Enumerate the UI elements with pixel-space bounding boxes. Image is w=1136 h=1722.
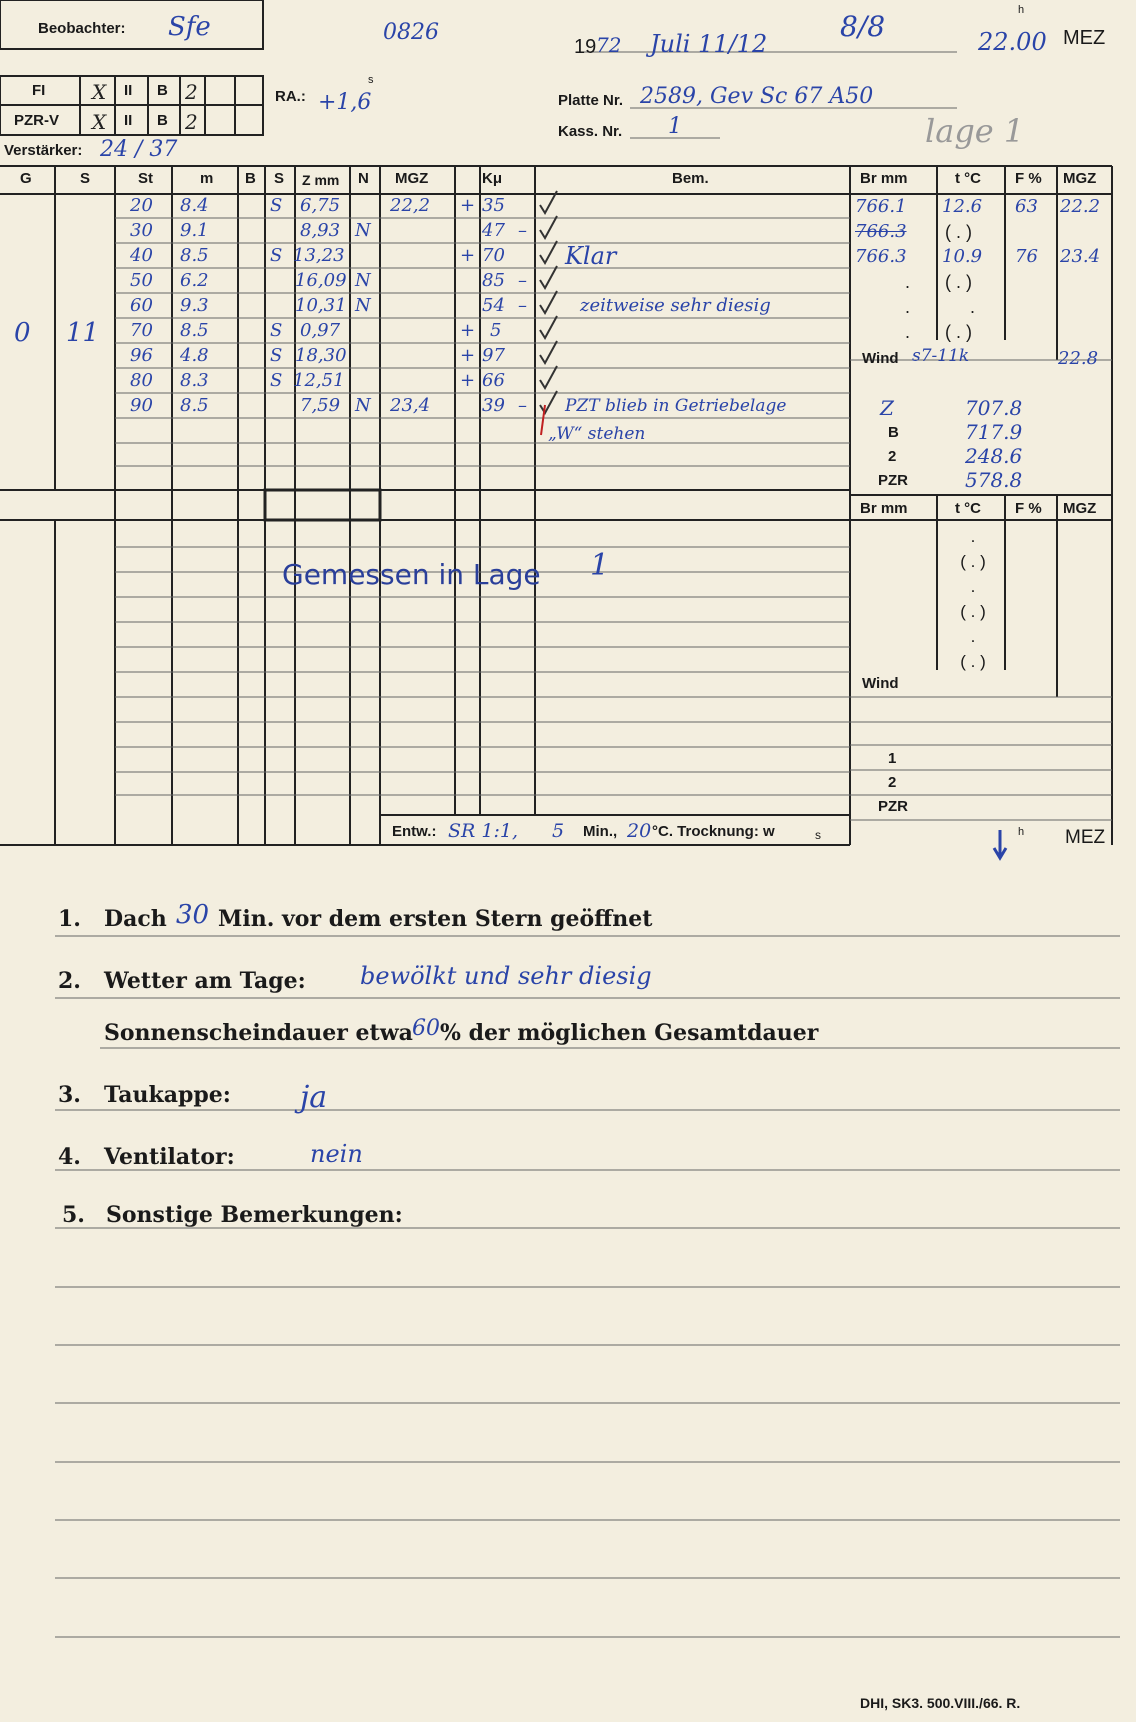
rb-t-cell: . <box>970 577 976 596</box>
rt-wind-mgz: 22.8 <box>1058 348 1099 369</box>
rt-br: 766.3 <box>855 246 907 267</box>
cell-k: 70 <box>482 245 505 266</box>
kass-value: 1 <box>668 114 682 139</box>
date-value: Juli 11/12 <box>650 30 768 58</box>
rt-b-label: B <box>888 424 899 441</box>
rt-f: 76 <box>1015 246 1038 267</box>
verstaerker-value: 24 / 37 <box>100 137 178 162</box>
cell-s: S <box>270 195 283 216</box>
year-prefix: 19 <box>574 36 597 58</box>
cell-st: 96 <box>130 345 153 366</box>
rb-header-br: Br mm <box>860 500 908 517</box>
rt-row <box>850 321 1112 345</box>
q4-value: nein <box>310 1140 363 1168</box>
bem-extra: „W“ stehen <box>548 424 646 444</box>
cell-s: S <box>270 245 283 266</box>
rt-z-label: Z <box>880 396 894 420</box>
cell-k: 54 <box>482 295 505 316</box>
col-header-g: G <box>20 170 32 187</box>
rt-header-f: F % <box>1015 170 1042 187</box>
mez-label: MEZ <box>1063 27 1106 49</box>
stamp-value: 1 <box>590 548 610 583</box>
fi-2: 2 <box>185 80 198 104</box>
cell-sign: + <box>460 195 476 216</box>
cell-n: N <box>355 395 371 416</box>
rt-z-value: 707.8 <box>965 396 1023 420</box>
rt-row <box>850 196 1112 220</box>
rt-mgz: 22.2 <box>1060 196 1101 217</box>
col-header-mgz: MGZ <box>395 170 429 187</box>
cell-dash: – <box>518 395 527 416</box>
rt-pzr-value: 578.8 <box>965 468 1023 492</box>
cell-m: 8.5 <box>180 320 209 341</box>
rt-f: 63 <box>1015 196 1038 217</box>
cell-z: 13,23 <box>293 245 345 266</box>
rt-br: 766.3 <box>855 221 907 242</box>
plate-number: 0826 <box>383 20 439 45</box>
s-value: 11 <box>66 318 100 348</box>
rb-t-cell: ( . ) <box>960 652 986 671</box>
rb-pzr-label: PZR <box>878 798 908 815</box>
rt-wind-label: Wind <box>862 350 899 367</box>
col-header-st: St <box>138 170 153 187</box>
q1-num: 1. <box>58 906 81 932</box>
cell-bem: zeitweise sehr diesig <box>580 295 771 316</box>
time-unit: h <box>1018 4 1025 16</box>
cell-k: 39 <box>482 395 505 416</box>
entw-min-label: Min., <box>583 823 618 840</box>
rt-t: 12.6 <box>942 196 983 217</box>
table-row <box>0 220 850 244</box>
table-row <box>0 270 850 294</box>
q5-text-a: Sonstige Bemerkungen: <box>106 1202 403 1228</box>
cell-m: 6.2 <box>180 270 209 291</box>
cell-s: S <box>270 320 283 341</box>
rb-h: h <box>1018 826 1025 838</box>
q2b-value: 60 <box>412 1016 440 1041</box>
cell-bem: PZT blieb in Getriebelage <box>565 396 787 416</box>
cell-sign: + <box>460 370 476 391</box>
lage-note: lage 1 <box>925 112 1025 150</box>
rt-row <box>850 221 1112 245</box>
platte-value: 2589, Gev Sc 67 A50 <box>640 84 874 109</box>
rt-wind-value: s7-11k <box>912 346 970 366</box>
ra-value: +1,6 <box>318 90 372 115</box>
rb-t-cell: . <box>970 527 976 546</box>
rt-two-value: 248.6 <box>965 444 1023 468</box>
q1-text-a: Dach <box>104 906 167 932</box>
rt-header-t: t °C <box>955 170 981 187</box>
cell-z: 0,97 <box>300 320 341 341</box>
rb-t-cell: ( . ) <box>960 602 986 621</box>
rt-row <box>850 246 1112 270</box>
col-header-zmm: Z mm <box>302 172 340 188</box>
beobachter-value: Sfe <box>168 12 211 42</box>
entw-temp-value: 20 <box>627 820 652 842</box>
q2b-text-b: % der möglichen Gesamtdauer <box>440 1020 819 1046</box>
pzr-label: PZR-V <box>14 112 59 129</box>
entw-temp-label: °C. Trocknung: w <box>652 823 775 840</box>
beobachter-label: Beobachter: <box>38 20 126 37</box>
cell-dash: – <box>518 295 527 316</box>
rt-t: . <box>970 297 976 317</box>
rb-two-label: 2 <box>888 774 897 791</box>
col-header-kmu: Kμ <box>482 170 503 187</box>
fi-ii: II <box>124 82 133 99</box>
cell-sign: + <box>460 320 476 341</box>
cell-st: 50 <box>130 270 153 291</box>
cell-n: N <box>355 295 371 316</box>
cell-st: 40 <box>130 245 153 266</box>
form-footer: DHI, SK3. 500.VIII./66. R. <box>860 1695 1021 1711</box>
pzr-2: 2 <box>185 110 198 134</box>
cell-k: 35 <box>482 195 505 216</box>
cell-s: S <box>270 345 283 366</box>
pzr-x: X <box>92 110 107 134</box>
entw-min-value: 5 <box>552 820 565 842</box>
cell-z: 8,93 <box>300 220 341 241</box>
q4-text-a: Ventilator: <box>104 1144 235 1170</box>
q1-text-b: Min. vor dem ersten Stern geöffnet <box>218 906 653 932</box>
rb-header-f: F % <box>1015 500 1042 517</box>
q4-num: 4. <box>58 1144 81 1170</box>
cell-dash: – <box>518 220 527 241</box>
cell-m: 8.3 <box>180 370 209 391</box>
q3-num: 3. <box>58 1082 81 1108</box>
ra-unit: s <box>368 74 374 86</box>
cell-st: 80 <box>130 370 153 391</box>
fi-label: FI <box>32 82 46 99</box>
table-row <box>0 345 850 369</box>
rt-b-value: 717.9 <box>965 420 1023 444</box>
rt-pzr-label: PZR <box>878 472 908 489</box>
rt-br: . <box>905 297 911 317</box>
rb-one-label: 1 <box>888 750 897 767</box>
cell-k: 66 <box>482 370 505 391</box>
rt-t: 10.9 <box>942 246 983 267</box>
col-header-s: S <box>80 170 91 187</box>
platte-label: Platte Nr. <box>558 92 624 109</box>
rb-t-cell: . <box>970 627 976 646</box>
entw-value: SR 1:1, <box>448 820 518 842</box>
cell-k: 47 <box>482 220 505 241</box>
cell-z: 7,59 <box>300 395 341 416</box>
rt-mgz: 23.4 <box>1060 246 1101 267</box>
rt-br: . <box>905 322 911 342</box>
ra-label: RA.: <box>275 88 306 105</box>
q5-num: 5. <box>62 1202 85 1228</box>
cell-st: 90 <box>130 395 153 416</box>
cell-z: 16,09 <box>295 270 347 291</box>
table-row <box>0 370 850 394</box>
rb-mez: MEZ <box>1065 827 1106 848</box>
rt-br: 766.1 <box>855 196 907 217</box>
rt-t: ( . ) <box>945 222 972 242</box>
cell-st: 60 <box>130 295 153 316</box>
cell-mgz: 23,4 <box>390 395 431 416</box>
pzr-b: B <box>157 112 168 129</box>
entw-s: s <box>815 828 821 842</box>
cell-m: 9.3 <box>180 295 209 316</box>
verstaerker-label: Verstärker: <box>4 142 83 159</box>
cell-n: N <box>355 220 371 241</box>
rt-header-br: Br mm <box>860 170 908 187</box>
rt-two-label: 2 <box>888 448 897 465</box>
cell-k: 5 <box>490 320 502 341</box>
cell-st: 70 <box>130 320 153 341</box>
rb-t-column <box>943 524 1003 674</box>
cell-z: 18,30 <box>295 345 347 366</box>
q3-text-a: Taukappe: <box>104 1082 231 1108</box>
date-day: 8/8 <box>840 10 886 43</box>
cell-mgz: 22,2 <box>390 195 431 216</box>
rt-t: ( . ) <box>945 322 972 342</box>
time-value: 22.00 <box>978 28 1047 56</box>
rb-wind-label: Wind <box>862 675 899 692</box>
rb-t-cell: ( . ) <box>960 552 986 571</box>
cell-sign: + <box>460 245 476 266</box>
cell-m: 9.1 <box>180 220 209 241</box>
table-row <box>0 295 850 319</box>
q1-value: 30 <box>176 900 210 930</box>
cell-m: 8.5 <box>180 395 209 416</box>
cell-z: 12,51 <box>293 370 345 391</box>
year-suffix: 72 <box>596 33 622 57</box>
pzr-ii: II <box>124 112 133 129</box>
fi-x: X <box>92 80 107 104</box>
kass-label: Kass. Nr. <box>558 123 623 140</box>
cell-st: 20 <box>130 195 153 216</box>
rb-header-t: t °C <box>955 500 981 517</box>
col-header-m: m <box>200 170 214 187</box>
rt-row <box>850 296 1112 320</box>
cell-s: S <box>270 370 283 391</box>
col-header-s2: S <box>274 170 285 187</box>
col-header-n: N <box>358 170 369 187</box>
cell-k: 97 <box>482 345 505 366</box>
cell-bem: Klar <box>565 242 617 270</box>
table-row <box>0 195 850 219</box>
rt-br: . <box>905 272 911 292</box>
cell-m: 8.5 <box>180 245 209 266</box>
entw-label: Entw.: <box>392 823 437 840</box>
cell-z: 6,75 <box>300 195 341 216</box>
cell-k: 85 <box>482 270 505 291</box>
rt-row <box>850 271 1112 295</box>
cell-z: 10,31 <box>295 295 347 316</box>
cell-sign: + <box>460 345 476 366</box>
cell-n: N <box>355 270 371 291</box>
q2-num: 2. <box>58 968 81 994</box>
cell-m: 4.8 <box>180 345 209 366</box>
q2b-text-a: Sonnenscheindauer etwa <box>104 1020 413 1046</box>
q2-text-a: Wetter am Tage: <box>104 968 306 994</box>
cell-m: 8.4 <box>180 195 209 216</box>
cell-dash: – <box>518 270 527 291</box>
table-row <box>0 242 850 270</box>
cell-st: 30 <box>130 220 153 241</box>
q3-value: ja <box>300 1080 328 1115</box>
col-header-b: B <box>245 170 256 187</box>
rb-header-mgz: MGZ <box>1063 500 1097 517</box>
table-row <box>0 395 850 419</box>
col-header-bem: Bem. <box>672 170 709 187</box>
table-row <box>0 320 850 344</box>
g-value: 0 <box>14 318 31 348</box>
q2-value: bewölkt und sehr diesig <box>360 962 652 990</box>
rt-header-mgz: MGZ <box>1063 170 1097 187</box>
rt-t: ( . ) <box>945 272 972 292</box>
fi-b: B <box>157 82 168 99</box>
stamp-gemessen: Gemessen in Lage <box>282 558 541 591</box>
